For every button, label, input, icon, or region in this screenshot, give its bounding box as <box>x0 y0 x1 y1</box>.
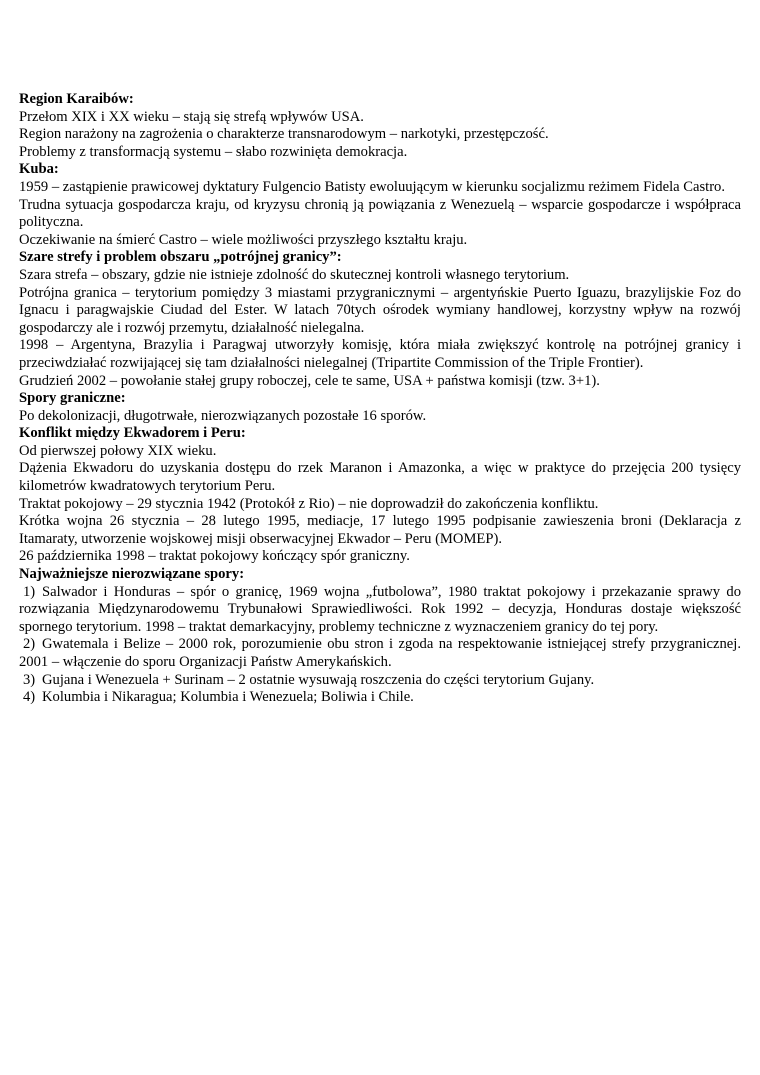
paragraph: Po dekolonizacji, długotrwałe, nierozwiązanych pozostałe 16 sporów. <box>19 407 427 424</box>
paragraph: 1959 – zastąpienie prawicowej dyktatury Fulgencio Batisty ewoluującym w kierunku socjalizmu reżimem Fidela Castro. <box>19 178 725 195</box>
section-heading-nierozwiazane: Najważniejsze nierozwiązane spory: <box>19 566 245 583</box>
section-heading-karaiby: Region Karaibów: <box>19 91 134 107</box>
list-text: Gwatemala i Belize – 2000 rok, porozumienie obu stron i zgoda na respektowanie istniejącej strefy przygranicznej. 2001 – włączenie do sporu Organizacji Państw Amerykańskich. <box>19 636 741 670</box>
list-number: 3) <box>23 671 36 688</box>
paragraph: Traktat pokojowy – 29 stycznia 1942 (Protokół z Rio) – nie doprowadził do zakończenia konfliktu. <box>19 495 599 512</box>
paragraph: Przełom XIX i XX wieku – stają się strefą wpływów USA. <box>19 108 364 125</box>
list-text: Salwador i Honduras – spór o granicę, 1969 wojna „futbolowa”, 1980 traktat pokojowy i przekazanie sprawy do rozwiązania Międzynarodowemu Trybunałowi Sprawiedliwości. Rok 1992 – decyzja, Honduras dostaje większość spornego terytorium. 1998 – traktat demarkacyjny, problemy techniczne z wyznaczeniem granicy do tej pory. <box>19 583 741 635</box>
section-heading-spory: Spory graniczne: <box>19 390 126 407</box>
paragraph: Dążenia Ekwadoru do uzyskania dostępu do rzek Maranon i Amazonka, a więc w praktyce do przejęcia 200 tysięcy kilometrów kwadratowych terytorium Peru. <box>19 460 741 495</box>
paragraph: Trudna sytuacja gospodarcza kraju, od kryzysu chronią ją powiązania z Wenezuelą – wsparcie gospodarcze i współpraca polityczna. <box>19 196 741 231</box>
paragraph: Od pierwszej połowy XIX wieku. <box>19 442 217 459</box>
list-item <box>19 689 741 707</box>
list-text: Gujana i Wenezuela + Surinam – 2 ostatnie wysuwają roszczenia do części terytorium Gujany. <box>42 671 595 688</box>
paragraph: Grudzień 2002 – powołanie stałej grupy roboczej, cele te same, USA + państwa komisji (tzw. 3+1). <box>19 372 600 389</box>
list-item <box>19 672 741 690</box>
section-heading-szare-strefy: Szare strefy i problem obszaru „potrójnej granicy”: <box>19 249 342 266</box>
list-number: 4) <box>23 689 36 706</box>
paragraph: Problemy z transformacją systemu – słabo rozwinięta demokracja. <box>19 143 408 160</box>
list-number: 1) <box>23 583 36 600</box>
document-page <box>19 91 741 707</box>
section-heading-ekwador-peru: Konflikt między Ekwadorem i Peru: <box>19 425 246 442</box>
paragraph: Krótka wojna 26 stycznia – 28 lutego 1995, mediacje, 17 lutego 1995 podpisanie zawieszenia broni (Deklaracja z Itamaraty, utworzenie wojskowej misji obserwacyjnej Ekwador – Peru (MOMEP). <box>19 513 741 547</box>
list-item <box>19 636 741 671</box>
paragraph: 1998 – Argentyna, Brazylia i Paragwaj utworzyły komisję, która miała zwiększyć kontrolę na potrójnej granicy i przeciwdziałać rozwijającej się tam działalności nielegalnej (Tripartite Commission of the Triple Frontier). <box>19 337 741 371</box>
paragraph: Szara strefa – obszary, gdzie nie istnieje zdolność do skutecznej kontroli własnego terytorium. <box>19 266 570 283</box>
paragraph: Oczekiwanie na śmierć Castro – wiele możliwości przyszłego kształtu kraju. <box>19 231 468 248</box>
list-item <box>19 584 741 637</box>
paragraph: Potrójna granica – terytorium pomiędzy 3 miastami przygranicznymi – argentyńskie Puerto Iguazu, brazylijskie Foz do Ignacu i paragwajskie Ciudad del Ester. W latach 70tych ośrodek wymiany handlowej, korzystny wpływ na rozwój gospodarczy ale i rozwój przemytu, działalność nielegalna. <box>19 284 741 336</box>
section-heading-kuba: Kuba: <box>19 161 59 178</box>
paragraph: Region narażony na zagrożenia o charakterze transnarodowym – narkotyki, przestępczość. <box>19 126 549 143</box>
list-text: Kolumbia i Nikaragua; Kolumbia i Wenezuela; Boliwia i Chile. <box>42 689 414 706</box>
paragraph: 26 października 1998 – traktat pokojowy kończący spór graniczny. <box>19 548 410 565</box>
list-number: 2) <box>23 636 36 653</box>
